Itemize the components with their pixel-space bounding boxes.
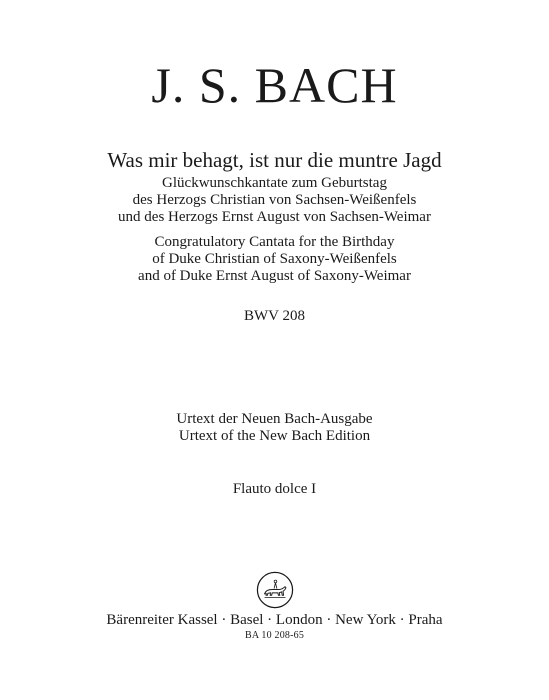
- subtitle-english-line-2: of Duke Christian of Saxony-Weißenfels: [152, 251, 397, 267]
- composer-name: J. S. BACH: [151, 57, 398, 113]
- subtitle-english-line-3: and of Duke Ernst August of Saxony-Weimar: [138, 268, 411, 284]
- publisher-cities: Bärenreiter Kassel · Basel · London · New York · Praha: [106, 612, 443, 628]
- subtitle-english-line-1: Congratulatory Cantata for the Birthday: [154, 234, 395, 250]
- edition-english: Urtext of the New Bach Edition: [178, 428, 371, 444]
- subtitle-german-line-1: Glückwunschkantate zum Geburtstag: [162, 175, 387, 191]
- baerenreiter-bear-logo-icon: [256, 571, 294, 609]
- publisher-order-number: BA 10 208-65: [244, 630, 305, 641]
- subtitle-german-line-2: des Herzogs Christian von Sachsen-Weißenfels: [132, 192, 417, 208]
- work-title: Was mir behagt, ist nur die muntre Jagd: [107, 148, 442, 172]
- part-name: Flauto dolce I: [232, 481, 317, 497]
- catalog-number: BWV 208: [244, 308, 305, 324]
- subtitle-german-line-3: und des Herzogs Ernst August von Sachsen-Weimar: [118, 209, 431, 225]
- edition-german: Urtext der Neuen Bach-Ausgabe: [176, 411, 373, 427]
